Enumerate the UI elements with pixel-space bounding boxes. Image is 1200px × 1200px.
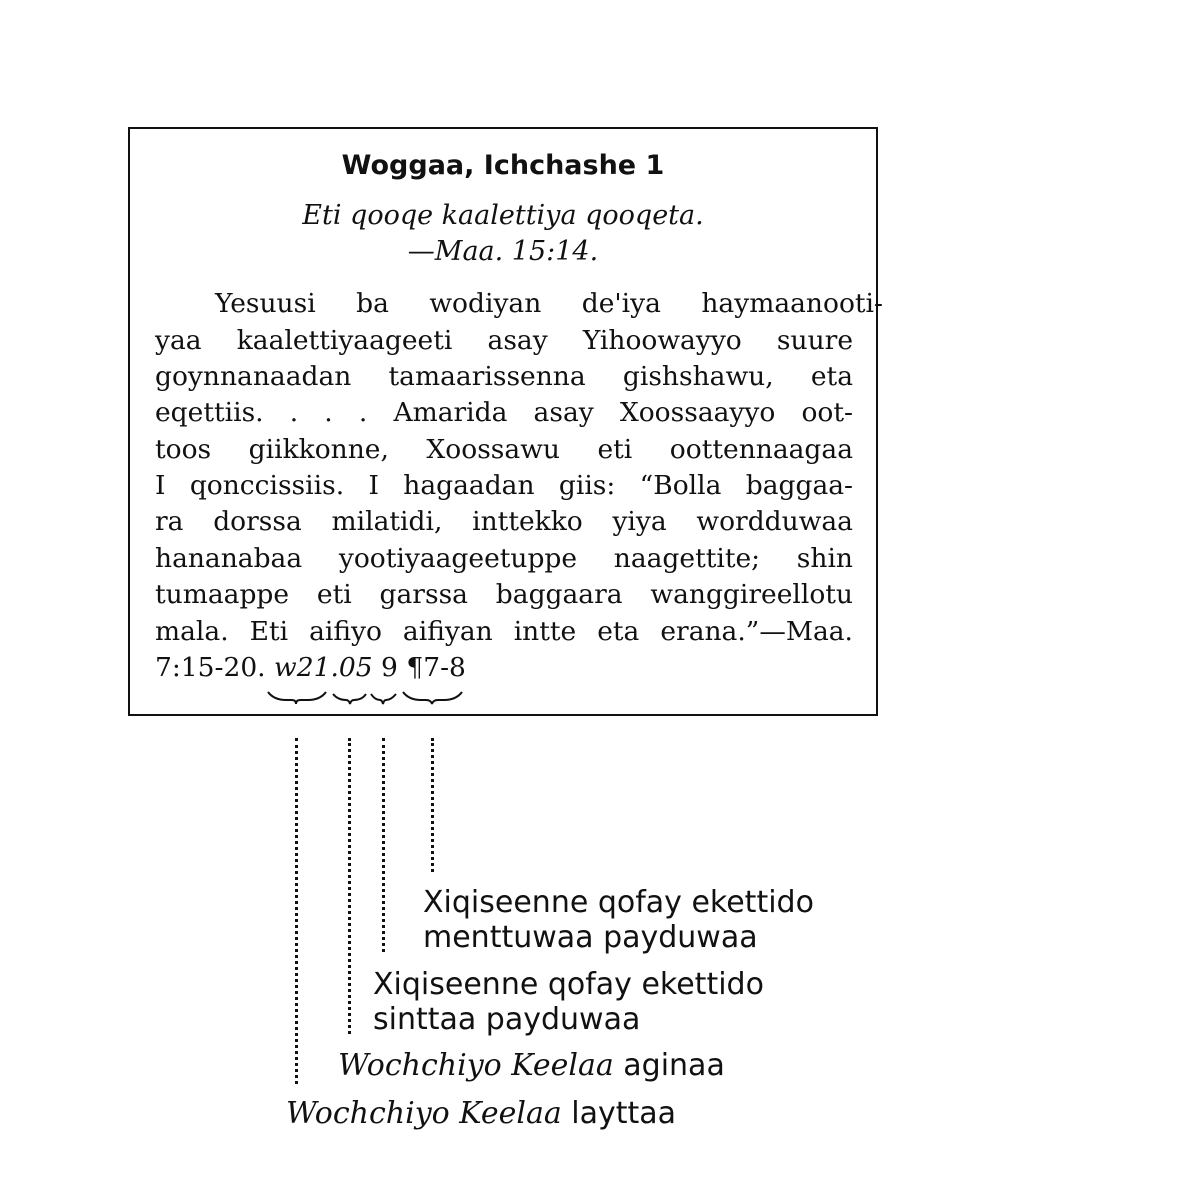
label-line: sinttaa payduwaa xyxy=(373,1002,641,1037)
theme-verse-ref: —Maa. 15:14. xyxy=(407,236,599,267)
label-line: menttuwaa payduwaa xyxy=(423,920,758,955)
brace-icons xyxy=(266,690,466,706)
dotted-leader-paragraph xyxy=(431,738,434,872)
body-line: Yesuusi ba wodiyan de'iya haymaanooti- xyxy=(215,288,883,319)
date-title: Woggaa, Ichchashe 1 xyxy=(341,150,665,181)
dotted-leader-year xyxy=(295,738,298,1084)
brace-year xyxy=(268,692,326,704)
body-line: I qonccissiis. I hagaadan giis: “Bolla baggaa- xyxy=(155,470,853,501)
body-line: toos giikkonne, Xoossawu eti oottennaagaa xyxy=(155,434,853,465)
theme-verse: Eti qooqe kaalettiya qooqeta. xyxy=(302,200,704,231)
body-line: eqettiis. . . . Amarida asay Xoossaayyo oot- xyxy=(155,397,853,428)
dotted-leader-issue xyxy=(348,738,351,1034)
label-text: aginaa xyxy=(623,1048,725,1083)
citation-line xyxy=(155,652,853,684)
dotted-leader-page xyxy=(382,738,385,952)
brace-issue xyxy=(333,694,366,704)
label-text: layttaa xyxy=(571,1096,677,1131)
body-line: goynnanaadan tamaarissenna gishshawu, eta xyxy=(155,361,853,392)
label-line: Xiqiseenne qofay ekettido xyxy=(373,967,764,1002)
body-line: mala. Eti aifiyo aifiyan intte eta erana.”—Maa. xyxy=(155,616,853,647)
label-italic: Wochchiyo Keelaa xyxy=(286,1096,562,1131)
body-line: ra dorssa milatidi, inttekko yiya wordduwaa xyxy=(155,506,853,537)
brace-page xyxy=(371,694,396,704)
label-paragraph xyxy=(423,885,814,955)
body-line: hananabaa yootiyaageetuppe naagettite; shin xyxy=(155,543,853,574)
label-year xyxy=(286,1096,676,1131)
brace-paragraph xyxy=(403,692,462,704)
label-page xyxy=(373,967,764,1037)
label-line: Xiqiseenne qofay ekettido xyxy=(423,885,814,920)
page-number: 9 xyxy=(381,652,398,683)
body-line: yaa kaalettiyaageeti asay Yihoowayyo suure xyxy=(155,325,853,356)
body-line: tumaappe eti garssa baggaara wanggireellotu xyxy=(155,579,853,610)
publication-issue: .05 xyxy=(330,652,373,683)
label-issue xyxy=(338,1048,725,1083)
publication-year: w21 xyxy=(274,652,331,683)
paragraph-number: ¶7-8 xyxy=(406,652,466,683)
scripture-ref: 7:15-20. xyxy=(155,652,266,683)
label-italic: Wochchiyo Keelaa xyxy=(338,1048,614,1083)
